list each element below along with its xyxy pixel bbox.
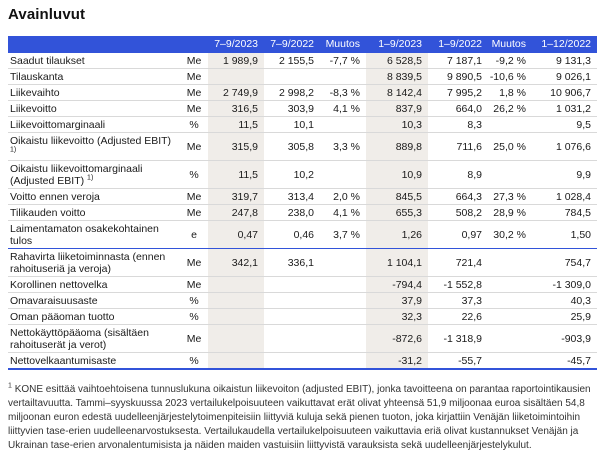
unit-cell: Me [180, 53, 208, 69]
unit-cell: % [180, 309, 208, 325]
value-cell: 342,1 [208, 249, 264, 277]
value-cell [320, 325, 366, 353]
value-cell: 0,97 [428, 221, 488, 249]
unit-cell: Me [180, 189, 208, 205]
value-cell: -903,9 [532, 325, 597, 353]
unit-cell: Me [180, 205, 208, 221]
column-header: 7–9/2022 [264, 36, 320, 53]
value-cell: 2 749,9 [208, 85, 264, 101]
row-label: Liikevoittomarginaali [8, 117, 180, 133]
value-cell: 305,8 [264, 133, 320, 161]
value-cell: 315,9 [208, 133, 264, 161]
row-label: Oikaistu liikevoitto (Adjusted EBIT) $^{1)}$ [8, 133, 180, 161]
unit-cell: Me [180, 69, 208, 85]
unit-cell: Me [180, 277, 208, 293]
unit-cell: e [180, 221, 208, 249]
value-cell: 10,3 [366, 117, 428, 133]
value-cell: -872,6 [366, 325, 428, 353]
page-title: Avainluvut [8, 6, 86, 23]
value-cell: 238,0 [264, 205, 320, 221]
value-cell [320, 277, 366, 293]
value-cell: 664,3 [428, 189, 488, 205]
value-cell: 10,2 [264, 161, 320, 189]
value-cell: -1 552,8 [428, 277, 488, 293]
value-cell: 2 998,2 [264, 85, 320, 101]
row-label: Omavaraisuusaste [8, 293, 180, 309]
value-cell [488, 249, 532, 277]
table-row [8, 309, 597, 325]
footnote-ref: 1) [87, 174, 94, 181]
unit-cell: % [180, 161, 208, 189]
value-cell: 889,8 [366, 133, 428, 161]
value-cell: -31,2 [366, 353, 428, 370]
value-cell: 2,0 % [320, 189, 366, 205]
value-cell [488, 353, 532, 370]
column-header: 1–12/2022 [532, 36, 597, 53]
value-cell: 316,5 [208, 101, 264, 117]
row-label: Laimentamaton osakekohtainen tulos [8, 221, 180, 249]
value-cell: 1 989,9 [208, 53, 264, 69]
unit-cell: Me [180, 85, 208, 101]
value-cell: 845,5 [366, 189, 428, 205]
value-cell: 6 528,5 [366, 53, 428, 69]
value-cell: 11,5 [208, 161, 264, 189]
value-cell [488, 325, 532, 353]
value-cell: -1 318,9 [428, 325, 488, 353]
value-cell [264, 325, 320, 353]
value-cell [208, 353, 264, 370]
value-cell: 1 104,1 [366, 249, 428, 277]
value-cell: 0,46 [264, 221, 320, 249]
header-label-spacer [8, 36, 180, 53]
value-cell: 319,7 [208, 189, 264, 205]
value-cell: 754,7 [532, 249, 597, 277]
row-label: Rahavirta liiketoiminnasta (ennen rahoituseriä ja veroja) [8, 249, 180, 277]
value-cell: 9,9 [532, 161, 597, 189]
table-row [8, 117, 597, 133]
value-cell [208, 277, 264, 293]
unit-cell: Me [180, 133, 208, 161]
value-cell: -7,7 % [320, 53, 366, 69]
value-cell [208, 325, 264, 353]
table-row [8, 205, 597, 221]
value-cell: 10,1 [264, 117, 320, 133]
value-cell: -8,3 % [320, 85, 366, 101]
value-cell: 1 028,4 [532, 189, 597, 205]
value-cell: 27,3 % [488, 189, 532, 205]
value-cell: 313,4 [264, 189, 320, 205]
value-cell: 3,3 % [320, 133, 366, 161]
table-row [8, 101, 597, 117]
value-cell: -55,7 [428, 353, 488, 370]
value-cell: 28,9 % [488, 205, 532, 221]
unit-cell: % [180, 293, 208, 309]
table-row [8, 249, 597, 277]
row-label: Liikevoitto [8, 101, 180, 117]
unit-cell: % [180, 117, 208, 133]
value-cell [208, 69, 264, 85]
row-label: Nettovelkaantumisaste [8, 353, 180, 370]
table-row [8, 133, 597, 161]
value-cell [320, 117, 366, 133]
table-row [8, 293, 597, 309]
value-cell: 40,3 [532, 293, 597, 309]
value-cell: 10,9 [366, 161, 428, 189]
table-row [8, 277, 597, 293]
value-cell [320, 69, 366, 85]
value-cell: 37,3 [428, 293, 488, 309]
row-label: Tilikauden voitto [8, 205, 180, 221]
value-cell: 0,47 [208, 221, 264, 249]
value-cell: 655,3 [366, 205, 428, 221]
table-row [8, 85, 597, 101]
value-cell [488, 161, 532, 189]
footnote [8, 383, 597, 453]
value-cell [208, 309, 264, 325]
value-cell: -1 309,0 [532, 277, 597, 293]
row-label: Korollinen nettovelka [8, 277, 180, 293]
value-cell: 7 995,2 [428, 85, 488, 101]
header-unit-spacer [180, 36, 208, 53]
value-cell [488, 277, 532, 293]
value-cell: 1,26 [366, 221, 428, 249]
value-cell: -10,6 % [488, 69, 532, 85]
value-cell: 247,8 [208, 205, 264, 221]
value-cell: 26,2 % [488, 101, 532, 117]
value-cell: 25,0 % [488, 133, 532, 161]
value-cell: 25,9 [532, 309, 597, 325]
value-cell: 8 839,5 [366, 69, 428, 85]
value-cell: 1,50 [532, 221, 597, 249]
value-cell: 10 906,7 [532, 85, 597, 101]
value-cell: 9 890,5 [428, 69, 488, 85]
table-row [8, 325, 597, 353]
value-cell: 4,1 % [320, 205, 366, 221]
unit-cell: Me [180, 101, 208, 117]
footnote-marker: 1 [8, 382, 12, 390]
key-figures-table [8, 36, 597, 370]
value-cell: 508,2 [428, 205, 488, 221]
value-cell: 1 076,6 [532, 133, 597, 161]
column-header: 1–9/2023 [366, 36, 428, 53]
column-header: 1–9/2022 [428, 36, 488, 53]
value-cell [264, 353, 320, 370]
value-cell: 303,9 [264, 101, 320, 117]
value-cell: -9,2 % [488, 53, 532, 69]
table-row [8, 189, 597, 205]
value-cell: 2 155,5 [264, 53, 320, 69]
table-body [8, 53, 597, 369]
row-label: Oman pääoman tuotto [8, 309, 180, 325]
value-cell: 4,1 % [320, 101, 366, 117]
value-cell: 9 131,3 [532, 53, 597, 69]
value-cell: 1 031,2 [532, 101, 597, 117]
unit-cell: Me [180, 249, 208, 277]
value-cell: 664,0 [428, 101, 488, 117]
value-cell [208, 293, 264, 309]
table-row [8, 161, 597, 189]
value-cell: 837,9 [366, 101, 428, 117]
value-cell [320, 353, 366, 370]
value-cell: 721,4 [428, 249, 488, 277]
value-cell: 784,5 [532, 205, 597, 221]
value-cell: -45,7 [532, 353, 597, 370]
row-label: Saadut tilaukset [8, 53, 180, 69]
value-cell [264, 309, 320, 325]
value-cell [488, 293, 532, 309]
value-cell: 1,8 % [488, 85, 532, 101]
value-cell: 9,5 [532, 117, 597, 133]
row-label: Tilauskanta [8, 69, 180, 85]
row-label: Voitto ennen veroja [8, 189, 180, 205]
value-cell: 8 142,4 [366, 85, 428, 101]
value-cell [320, 309, 366, 325]
table-row [8, 53, 597, 69]
table-row [8, 221, 597, 249]
value-cell [320, 249, 366, 277]
footnote-ref: 1) [10, 146, 17, 153]
column-header: Muutos [320, 36, 366, 53]
row-label: Liikevaihto [8, 85, 180, 101]
value-cell: 8,3 [428, 117, 488, 133]
value-cell [264, 69, 320, 85]
value-cell [264, 293, 320, 309]
table-row [8, 353, 597, 370]
value-cell: 3,7 % [320, 221, 366, 249]
unit-cell: Me [180, 325, 208, 353]
unit-cell: % [180, 353, 208, 370]
value-cell: 32,3 [366, 309, 428, 325]
table-row [8, 69, 597, 85]
value-cell: -794,4 [366, 277, 428, 293]
footnote-text: KONE esittää vaihtoehtoisena tunnuslukuna oikaistun liikevoiton (adjusted EBIT), jonka tavoitteena on parantaa raportointikausien vertailtavuutta. Tammi–syyskuussa 2023 vertailukelpoisuuteen vaikuttavat erät olivat yhteensä 51,9 miljoonaa euroa sisältäen 54,8 miljoonan euron edestä uudelleenjärjestelytoimenpiteisiin liittyviä kuluja sekä pienen tuoton, joka kirjattiin Venäjän liiketoimintoihin liittyvien tase-erien uudelleenarvostuksesta. Vertailukaudella vertailukelpoisuuteen vaikuttavia eriä olivat kustannukset Venäjän ja Ukrainan tase-erien arvonalentumisista ja näiden maiden vastuisiin liittyvistä varauksista sekä uudelleenjärjestelykulut. [8, 384, 591, 451]
value-cell [488, 117, 532, 133]
value-cell [488, 309, 532, 325]
column-header: 7–9/2023 [208, 36, 264, 53]
value-cell: 336,1 [264, 249, 320, 277]
table-header-row [8, 36, 597, 53]
column-header: Muutos [488, 36, 532, 53]
value-cell: 22,6 [428, 309, 488, 325]
value-cell: 11,5 [208, 117, 264, 133]
value-cell: 30,2 % [488, 221, 532, 249]
value-cell [320, 293, 366, 309]
value-cell: 711,6 [428, 133, 488, 161]
value-cell [320, 161, 366, 189]
row-label: Nettokäyttöpääoma (sisältäen rahoituserät ja verot) [8, 325, 180, 353]
value-cell: 8,9 [428, 161, 488, 189]
value-cell: 37,9 [366, 293, 428, 309]
row-label: Oikaistu liikevoittomarginaali (Adjusted EBIT) $^{1)}$ [8, 161, 180, 189]
value-cell [264, 277, 320, 293]
value-cell: 9 026,1 [532, 69, 597, 85]
value-cell: 7 187,1 [428, 53, 488, 69]
